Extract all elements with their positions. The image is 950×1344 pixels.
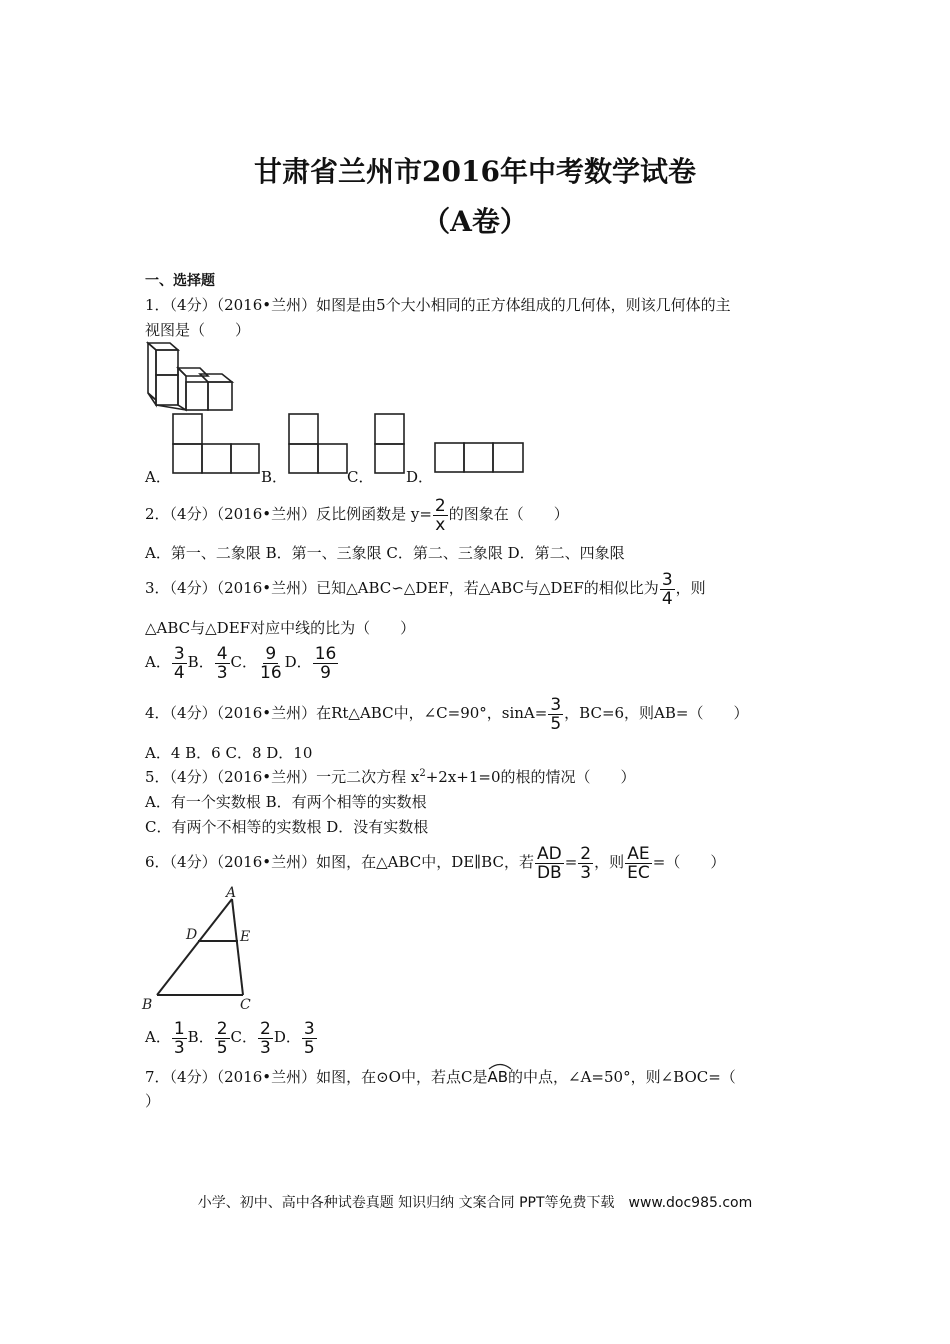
vertex-label-c: C xyxy=(240,997,251,1013)
q1-option-c-label: C． xyxy=(347,468,374,486)
arc-ab: AB xyxy=(487,1062,508,1086)
q7-text-line1: 7．（4分）（2016•兰州）如图，在⊙O中，若点C是 AB的中点，∠A=50°，则∠BOC=（ xyxy=(145,1062,736,1087)
q3-text-line1: 3．（4分）（2016•兰州）已知△ABC∽△DEF，若△ABC与△DEF的相似比为 $\frac{3}{4}$ ，则 xyxy=(145,569,706,609)
q1-text-line2: 视图是（ ） xyxy=(145,321,251,339)
q6-options: A． $\frac{1}{3}$ B． $\frac{2}{5}$ C． $\frac{2}{3}$ D． $\frac{3}{5}$ xyxy=(145,1018,315,1058)
q1-option-b-label: B． xyxy=(261,468,288,486)
page-subtitle: （A卷） xyxy=(422,205,528,238)
q5-options-line1: A．有一个实数根 B．有两个相等的实数根 xyxy=(145,793,427,811)
q4-options: A．4 B．6 C．8 D．10 xyxy=(145,744,313,762)
q1-option-a-figure[interactable] xyxy=(170,412,262,474)
vertex-label-e: E xyxy=(240,929,251,945)
q1-option-a-label: A． xyxy=(145,468,171,486)
section-heading: 一、选择题 xyxy=(145,273,215,289)
page-title: 甘肃省兰州市2016年中考数学试卷 xyxy=(254,155,696,188)
q5-text: 5．（4分）（2016•兰州）一元二次方程 $x^2+2x+1=0$的根的情况（ ） xyxy=(145,768,636,786)
q7-text-line2: ） xyxy=(145,1092,161,1110)
q1-option-b-figure[interactable] xyxy=(286,412,350,474)
q2-text: 2．（4分）（2016•兰州）反比例函数是 y= $\frac{2}{x}$ 的图象在（ ） xyxy=(145,495,569,535)
q1-option-d-label: D． xyxy=(406,468,434,486)
q6-triangle-figure xyxy=(140,885,260,1013)
q1-option-c-figure[interactable] xyxy=(372,412,408,474)
q3-options: A． $\frac{3}{4}$ B． $\frac{4}{3}$ C． $\frac{9}{16}$ D． $\frac{16}{9}$ xyxy=(145,643,337,683)
q1-text-line1: 1．（4分）（2016•兰州）如图是由5个大小相同的正方体组成的几何体，则该几何体的主 xyxy=(145,296,731,314)
page-footer: 小学、初中、高中各种试卷真题 知识归纳 文案合同 PPT等免费下载 www.doc985.com xyxy=(197,1195,753,1211)
q1-solid-figure xyxy=(140,338,240,413)
q2-fraction: $\frac{2}{x}$ xyxy=(434,495,446,535)
q4-text: 4．（4分）（2016•兰州）在Rt△ABC中，∠C=90°，sinA= $\frac{3}{5}$ ，BC=6，则AB=（ ） xyxy=(145,694,749,734)
q5-options-line2: C．有两个不相等的实数根 D．没有实数根 xyxy=(145,818,429,836)
q6-text: 6．（4分）（2016•兰州）如图，在△ABC中，DE∥BC，若 $\frac{AD}{DB}$ = $\frac{2}{3}$ ，则 $\frac{AE}{EC}$ =（ ） xyxy=(145,843,726,883)
q3-text-line2: △ABC与△DEF对应中线的比为（ ） xyxy=(145,619,416,637)
vertex-label-b: B xyxy=(142,997,153,1013)
q1-option-d-figure[interactable] xyxy=(432,440,526,474)
q4-fraction: $\frac{3}{5}$ xyxy=(550,694,562,734)
q3-fraction: $\frac{3}{4}$ xyxy=(661,569,673,609)
vertex-label-a: A xyxy=(226,885,237,901)
q2-options: A．第一、二象限 B．第一、三象限 C．第二、三象限 D．第二、四象限 xyxy=(145,544,625,562)
vertex-label-d: D xyxy=(186,927,198,943)
